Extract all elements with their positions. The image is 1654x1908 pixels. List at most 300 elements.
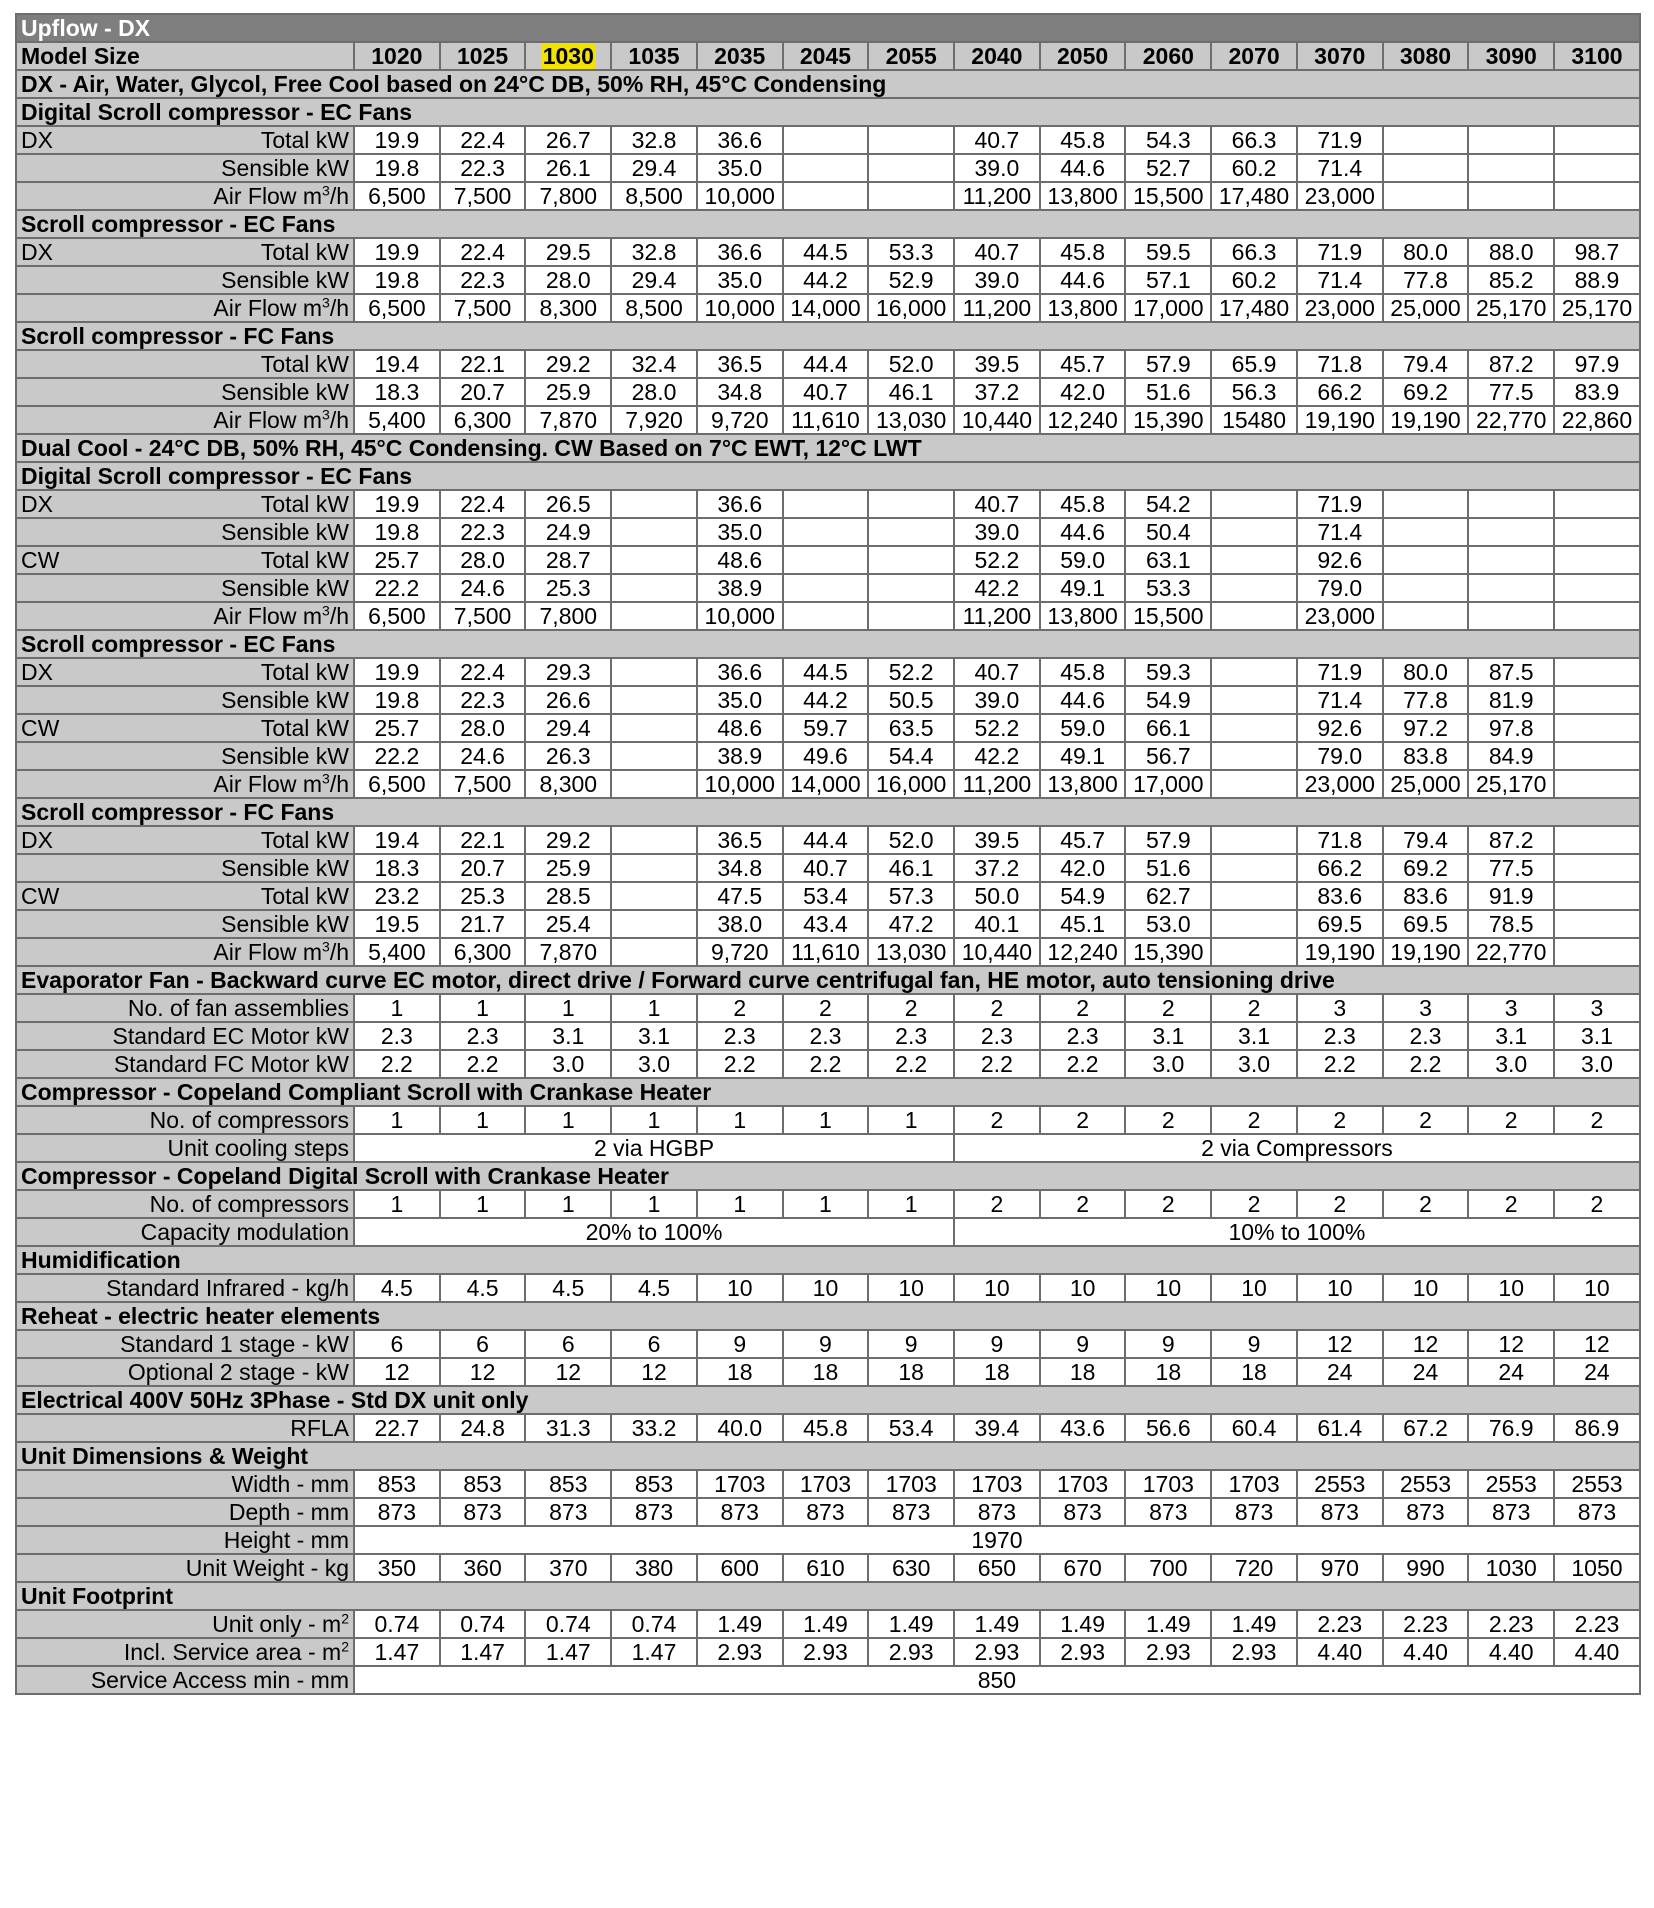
row-label-no-of-compressors: No. of compressors	[149, 1107, 349, 1133]
table-cell: 40.7	[954, 126, 1040, 154]
row-label-cell	[16, 1414, 354, 1442]
table-cell: 36.6	[697, 658, 783, 686]
table-cell: 29.3	[525, 658, 611, 686]
table-cell: 77.8	[1383, 686, 1469, 714]
table-row	[16, 350, 1640, 378]
table-cell: 3.1	[1468, 1022, 1554, 1050]
section-row	[16, 1386, 1640, 1414]
table-cell: 51.6	[1125, 854, 1211, 882]
table-cell: 1	[611, 1106, 697, 1134]
table-cell: 25.7	[354, 714, 440, 742]
table-cell: 28.7	[525, 546, 611, 574]
table-cell: 2.2	[954, 1050, 1040, 1078]
table-cell	[1468, 154, 1554, 182]
table-cell	[611, 770, 697, 798]
table-cell: 1.49	[868, 1610, 954, 1638]
table-cell: 18	[1040, 1358, 1126, 1386]
row-label-cell	[16, 1134, 354, 1162]
table-cell: 5,400	[354, 938, 440, 966]
table-cell: 54.9	[1125, 686, 1211, 714]
table-cell: 873	[1383, 1498, 1469, 1526]
row-label-cell	[16, 518, 354, 546]
row-group-label: DX	[21, 127, 53, 153]
table-cell: 44.6	[1040, 686, 1126, 714]
table-cell: 17,480	[1211, 182, 1297, 210]
section-row	[16, 462, 1640, 490]
table-row	[16, 546, 1640, 574]
table-cell: 10,440	[954, 406, 1040, 434]
unit-superscript: 3	[322, 602, 330, 619]
table-cell: 44.4	[783, 826, 869, 854]
section-heading: Dual Cool - 24°C DB, 50% RH, 45°C Condensing. CW Based on 7°C EWT, 12°C LWT	[16, 434, 1640, 462]
table-cell: 10	[1554, 1274, 1640, 1302]
table-cell: 10	[1468, 1274, 1554, 1302]
table-cell	[1554, 938, 1640, 966]
table-cell: 2.3	[1383, 1022, 1469, 1050]
table-cell: 18.3	[354, 378, 440, 406]
table-cell: 39.0	[954, 518, 1040, 546]
table-cell	[783, 602, 869, 630]
table-cell: 45.7	[1040, 826, 1126, 854]
unit-superscript: 3	[322, 294, 330, 311]
section-row	[16, 98, 1640, 126]
model-label: 2045	[799, 43, 852, 69]
table-cell: 2	[1554, 1190, 1640, 1218]
table-cell: 36.5	[697, 350, 783, 378]
row-label-cell	[16, 1610, 354, 1638]
table-cell: 35.0	[697, 686, 783, 714]
table-cell: 71.4	[1297, 686, 1383, 714]
table-cell: 2.3	[954, 1022, 1040, 1050]
model-header-1035	[611, 42, 697, 70]
table-cell: 3.1	[611, 1022, 697, 1050]
table-cell: 81.9	[1468, 686, 1554, 714]
table-cell: 22.7	[354, 1414, 440, 1442]
row-label-standard-infrared-kg-h: Standard Infrared - kg/h	[106, 1275, 349, 1301]
table-cell: 853	[525, 1470, 611, 1498]
table-cell	[611, 938, 697, 966]
table-cell: 0.74	[525, 1610, 611, 1638]
table-row	[16, 1218, 1640, 1246]
table-cell: 873	[440, 1498, 526, 1526]
table-cell: 59.3	[1125, 658, 1211, 686]
table-cell: 71.4	[1297, 266, 1383, 294]
table-cell: 10	[954, 1274, 1040, 1302]
model-header-1025	[440, 42, 526, 70]
table-cell: 29.4	[611, 266, 697, 294]
table-cell: 37.2	[954, 854, 1040, 882]
table-cell: 1.49	[954, 1610, 1040, 1638]
table-cell: 24.9	[525, 518, 611, 546]
table-cell	[611, 518, 697, 546]
table-cell: 2	[1211, 1190, 1297, 1218]
section-heading: Unit Dimensions & Weight	[16, 1442, 1640, 1470]
table-cell: 15,500	[1125, 602, 1211, 630]
model-label: 1030	[542, 43, 594, 69]
model-label: 2040	[971, 43, 1023, 69]
table-cell: 12	[1297, 1330, 1383, 1358]
table-cell: 350	[354, 1554, 440, 1582]
table-cell: 2.2	[1383, 1050, 1469, 1078]
table-cell: 1.47	[354, 1638, 440, 1666]
table-cell: 40.7	[783, 854, 869, 882]
merged-cell: 850	[354, 1666, 1640, 1694]
table-cell: 26.3	[525, 742, 611, 770]
table-cell: 0.74	[440, 1610, 526, 1638]
model-label: 2060	[1142, 43, 1194, 69]
table-cell: 9	[954, 1330, 1040, 1358]
row-label-cell	[16, 994, 354, 1022]
table-row	[16, 1414, 1640, 1442]
table-cell: 1	[868, 1190, 954, 1218]
model-label: 3080	[1399, 43, 1452, 69]
table-cell: 66.1	[1125, 714, 1211, 742]
table-row	[16, 1330, 1640, 1358]
table-cell: 23,000	[1297, 294, 1383, 322]
table-cell: 6,500	[354, 294, 440, 322]
table-cell: 44.6	[1040, 154, 1126, 182]
table-cell: 39.0	[954, 686, 1040, 714]
row-label-unit-cooling-steps: Unit cooling steps	[167, 1135, 349, 1161]
row-label-cell	[16, 938, 354, 966]
table-cell: 29.2	[525, 350, 611, 378]
table-cell: 51.6	[1125, 378, 1211, 406]
table-cell: 7,870	[525, 406, 611, 434]
table-cell: 19.9	[354, 658, 440, 686]
section-row	[16, 798, 1640, 826]
table-cell: 83.6	[1297, 882, 1383, 910]
table-cell: 18	[1211, 1358, 1297, 1386]
table-cell: 18	[697, 1358, 783, 1386]
table-cell	[1554, 714, 1640, 742]
table-row	[16, 1274, 1640, 1302]
table-cell: 26.6	[525, 686, 611, 714]
row-label-cell	[16, 714, 354, 742]
table-cell: 2.23	[1383, 1610, 1469, 1638]
table-cell: 610	[783, 1554, 869, 1582]
table-cell	[611, 882, 697, 910]
table-cell: 39.5	[954, 826, 1040, 854]
table-row	[16, 602, 1640, 630]
table-cell: 9	[1040, 1330, 1126, 1358]
row-label-cell	[16, 658, 354, 686]
row-label-incl-service-area-m: Incl. Service area - m	[123, 1639, 342, 1665]
row-label-sensible-kw: Sensible kW	[221, 155, 349, 181]
table-cell: 2.93	[868, 1638, 954, 1666]
table-cell	[611, 686, 697, 714]
table-cell: 60.2	[1211, 266, 1297, 294]
table-row	[16, 938, 1640, 966]
table-cell	[1211, 910, 1297, 938]
table-cell	[1383, 518, 1469, 546]
table-cell: 1	[354, 1106, 440, 1134]
table-cell	[1211, 882, 1297, 910]
table-cell: 60.2	[1211, 154, 1297, 182]
model-header-3070	[1297, 42, 1383, 70]
table-cell: 23,000	[1297, 602, 1383, 630]
unit-suffix: /h	[329, 407, 349, 433]
row-label-cell	[16, 770, 354, 798]
table-cell	[1554, 910, 1640, 938]
table-cell: 1	[354, 1190, 440, 1218]
table-cell: 50.0	[954, 882, 1040, 910]
table-cell	[1468, 182, 1554, 210]
table-cell: 970	[1297, 1554, 1383, 1582]
table-cell: 22.4	[440, 238, 526, 266]
section-row	[16, 1162, 1640, 1190]
table-cell: 22.4	[440, 490, 526, 518]
unit-superscript: 2	[341, 1610, 349, 1627]
table-row	[16, 294, 1640, 322]
table-cell: 45.8	[783, 1414, 869, 1442]
table-row	[16, 994, 1640, 1022]
table-cell: 85.2	[1468, 266, 1554, 294]
section-heading: Evaporator Fan - Backward curve EC motor, direct drive / Forward curve centrifugal fan, HE motor, auto tensioning drive	[16, 966, 1640, 994]
table-cell: 2	[1554, 1106, 1640, 1134]
table-cell	[1554, 546, 1640, 574]
row-label-sensible-kw: Sensible kW	[221, 911, 349, 937]
table-cell: 76.9	[1468, 1414, 1554, 1442]
table-cell: 2	[954, 1190, 1040, 1218]
table-cell: 69.5	[1297, 910, 1383, 938]
row-label-cell	[16, 350, 354, 378]
model-label: 3090	[1485, 43, 1537, 69]
table-cell: 59.7	[783, 714, 869, 742]
table-cell: 2	[783, 994, 869, 1022]
table-cell: 2.93	[783, 1638, 869, 1666]
table-cell: 700	[1125, 1554, 1211, 1582]
table-cell: 28.0	[611, 378, 697, 406]
row-label-total-kw: Total kW	[260, 883, 349, 909]
table-cell: 19.4	[354, 826, 440, 854]
section-row	[16, 630, 1640, 658]
table-cell: 2.23	[1468, 1610, 1554, 1638]
table-cell: 2.2	[697, 1050, 783, 1078]
table-cell	[1383, 154, 1469, 182]
table-cell	[1383, 574, 1469, 602]
table-cell: 4.40	[1297, 1638, 1383, 1666]
table-cell: 24	[1468, 1358, 1554, 1386]
row-group-label: CW	[21, 547, 60, 573]
table-row	[16, 1498, 1640, 1526]
table-cell: 19.8	[354, 518, 440, 546]
table-cell: 46.1	[868, 378, 954, 406]
row-label-total-kw: Total kW	[260, 351, 349, 377]
row-label-cell	[16, 1470, 354, 1498]
table-cell: 17,000	[1125, 770, 1211, 798]
table-cell	[611, 602, 697, 630]
table-cell: 38.9	[697, 742, 783, 770]
table-cell: 1.49	[1211, 1610, 1297, 1638]
row-label-cell	[16, 294, 354, 322]
unit-superscript: 2	[341, 1638, 349, 1655]
table-cell: 2.3	[783, 1022, 869, 1050]
row-label-standard-ec-motor-kw: Standard EC Motor kW	[112, 1023, 349, 1049]
table-cell: 22.3	[440, 154, 526, 182]
table-cell: 18	[954, 1358, 1040, 1386]
table-cell: 26.7	[525, 126, 611, 154]
table-cell	[868, 602, 954, 630]
table-cell: 13,030	[868, 406, 954, 434]
table-cell: 8,300	[525, 294, 611, 322]
table-row	[16, 1526, 1640, 1554]
table-cell: 32.8	[611, 238, 697, 266]
table-cell: 4.40	[1468, 1638, 1554, 1666]
table-cell: 2	[1040, 994, 1126, 1022]
table-cell: 10	[1383, 1274, 1469, 1302]
table-cell: 71.4	[1297, 518, 1383, 546]
table-cell: 45.8	[1040, 238, 1126, 266]
table-cell	[1468, 518, 1554, 546]
table-cell: 56.3	[1211, 378, 1297, 406]
row-label-cell	[16, 266, 354, 294]
table-cell: 25,170	[1554, 294, 1640, 322]
merged-cell: 20% to 100%	[354, 1218, 954, 1246]
table-cell: 873	[1125, 1498, 1211, 1526]
table-cell: 3.0	[1554, 1050, 1640, 1078]
table-cell: 50.5	[868, 686, 954, 714]
row-label-air-flow-m: Air Flow m	[213, 771, 323, 797]
table-cell: 2553	[1468, 1470, 1554, 1498]
table-cell: 4.5	[525, 1274, 611, 1302]
table-cell: 40.0	[697, 1414, 783, 1442]
table-cell: 1.49	[1125, 1610, 1211, 1638]
table-cell: 2	[1383, 1106, 1469, 1134]
row-label-cell	[16, 1274, 354, 1302]
table-row	[16, 406, 1640, 434]
table-row	[16, 266, 1640, 294]
table-cell: 7,800	[525, 182, 611, 210]
table-cell: 97.8	[1468, 714, 1554, 742]
table-row	[16, 854, 1640, 882]
table-cell: 2	[1383, 1190, 1469, 1218]
row-label-cell	[16, 826, 354, 854]
unit-suffix: /h	[329, 183, 349, 209]
row-label-standard-fc-motor-kw: Standard FC Motor kW	[113, 1051, 349, 1077]
table-cell: 22,860	[1554, 406, 1640, 434]
model-header-3080	[1383, 42, 1469, 70]
table-cell: 42.0	[1040, 854, 1126, 882]
table-cell	[868, 182, 954, 210]
model-header-2035	[697, 42, 783, 70]
table-cell: 7,870	[525, 938, 611, 966]
model-label: 2055	[885, 43, 937, 69]
table-cell	[611, 546, 697, 574]
unit-superscript: 3	[322, 938, 330, 955]
table-cell: 25,170	[1468, 294, 1554, 322]
row-label-height-mm: Height - mm	[223, 1527, 349, 1553]
table-cell: 38.9	[697, 574, 783, 602]
row-label-air-flow-m: Air Flow m	[213, 939, 323, 965]
row-label-sensible-kw: Sensible kW	[221, 519, 349, 545]
model-header-1030	[525, 42, 611, 70]
table-cell: 78.5	[1468, 910, 1554, 938]
table-cell: 35.0	[697, 266, 783, 294]
table-cell: 45.8	[1040, 126, 1126, 154]
row-label-cell	[16, 686, 354, 714]
table-row	[16, 1666, 1640, 1694]
table-cell: 10	[1211, 1274, 1297, 1302]
table-cell: 12	[354, 1358, 440, 1386]
table-cell: 18	[783, 1358, 869, 1386]
table-cell: 1	[611, 1190, 697, 1218]
table-cell: 0.74	[354, 1610, 440, 1638]
table-cell: 38.0	[697, 910, 783, 938]
table-cell: 2.3	[354, 1022, 440, 1050]
table-cell: 12	[1468, 1330, 1554, 1358]
table-cell: 22.4	[440, 126, 526, 154]
table-row	[16, 1190, 1640, 1218]
row-label-service-access-min-mm: Service Access min - mm	[90, 1667, 349, 1693]
table-cell: 43.6	[1040, 1414, 1126, 1442]
table-cell: 29.5	[525, 238, 611, 266]
table-cell	[1554, 126, 1640, 154]
table-cell: 37.2	[954, 378, 1040, 406]
table-cell: 22.1	[440, 826, 526, 854]
table-cell: 87.2	[1468, 350, 1554, 378]
section-heading: Scroll compressor - EC Fans	[16, 630, 1640, 658]
table-cell: 20.7	[440, 854, 526, 882]
row-group-label: CW	[21, 715, 60, 741]
table-cell: 1.47	[440, 1638, 526, 1666]
table-cell	[868, 546, 954, 574]
row-label-cell	[16, 1106, 354, 1134]
table-cell: 54.9	[1040, 882, 1126, 910]
table-cell: 71.9	[1297, 490, 1383, 518]
table-cell: 71.9	[1297, 126, 1383, 154]
row-label-cell	[16, 1358, 354, 1386]
table-cell: 21.7	[440, 910, 526, 938]
table-cell: 63.1	[1125, 546, 1211, 574]
table-cell: 87.5	[1468, 658, 1554, 686]
table-cell: 52.9	[868, 266, 954, 294]
table-cell: 22.1	[440, 350, 526, 378]
table-cell: 31.3	[525, 1414, 611, 1442]
table-cell: 25.9	[525, 854, 611, 882]
table-cell: 8,500	[611, 294, 697, 322]
table-cell: 91.9	[1468, 882, 1554, 910]
table-cell	[868, 126, 954, 154]
table-cell: 873	[1040, 1498, 1126, 1526]
table-cell: 24.6	[440, 574, 526, 602]
table-cell	[1211, 938, 1297, 966]
row-label-sensible-kw: Sensible kW	[221, 687, 349, 713]
table-cell: 853	[611, 1470, 697, 1498]
table-cell: 1	[868, 1106, 954, 1134]
unit-superscript: 3	[322, 406, 330, 423]
table-cell: 2.93	[1125, 1638, 1211, 1666]
row-label-optional-2-stage-kw: Optional 2 stage - kW	[127, 1359, 349, 1385]
table-cell: 92.6	[1297, 714, 1383, 742]
table-cell: 59.0	[1040, 546, 1126, 574]
table-cell	[1211, 602, 1297, 630]
table-cell: 54.3	[1125, 126, 1211, 154]
table-cell	[1554, 770, 1640, 798]
table-cell: 873	[1554, 1498, 1640, 1526]
table-row	[16, 770, 1640, 798]
table-cell: 44.6	[1040, 518, 1126, 546]
table-cell: 25.7	[354, 546, 440, 574]
table-cell: 873	[1297, 1498, 1383, 1526]
table-cell: 1.49	[1040, 1610, 1126, 1638]
table-cell: 28.0	[440, 546, 526, 574]
table-cell: 19,190	[1383, 938, 1469, 966]
section-heading: Scroll compressor - EC Fans	[16, 210, 1640, 238]
table-cell: 6,500	[354, 770, 440, 798]
model-label: 3100	[1571, 43, 1623, 69]
table-cell: 14,000	[783, 770, 869, 798]
table-cell: 6,300	[440, 406, 526, 434]
